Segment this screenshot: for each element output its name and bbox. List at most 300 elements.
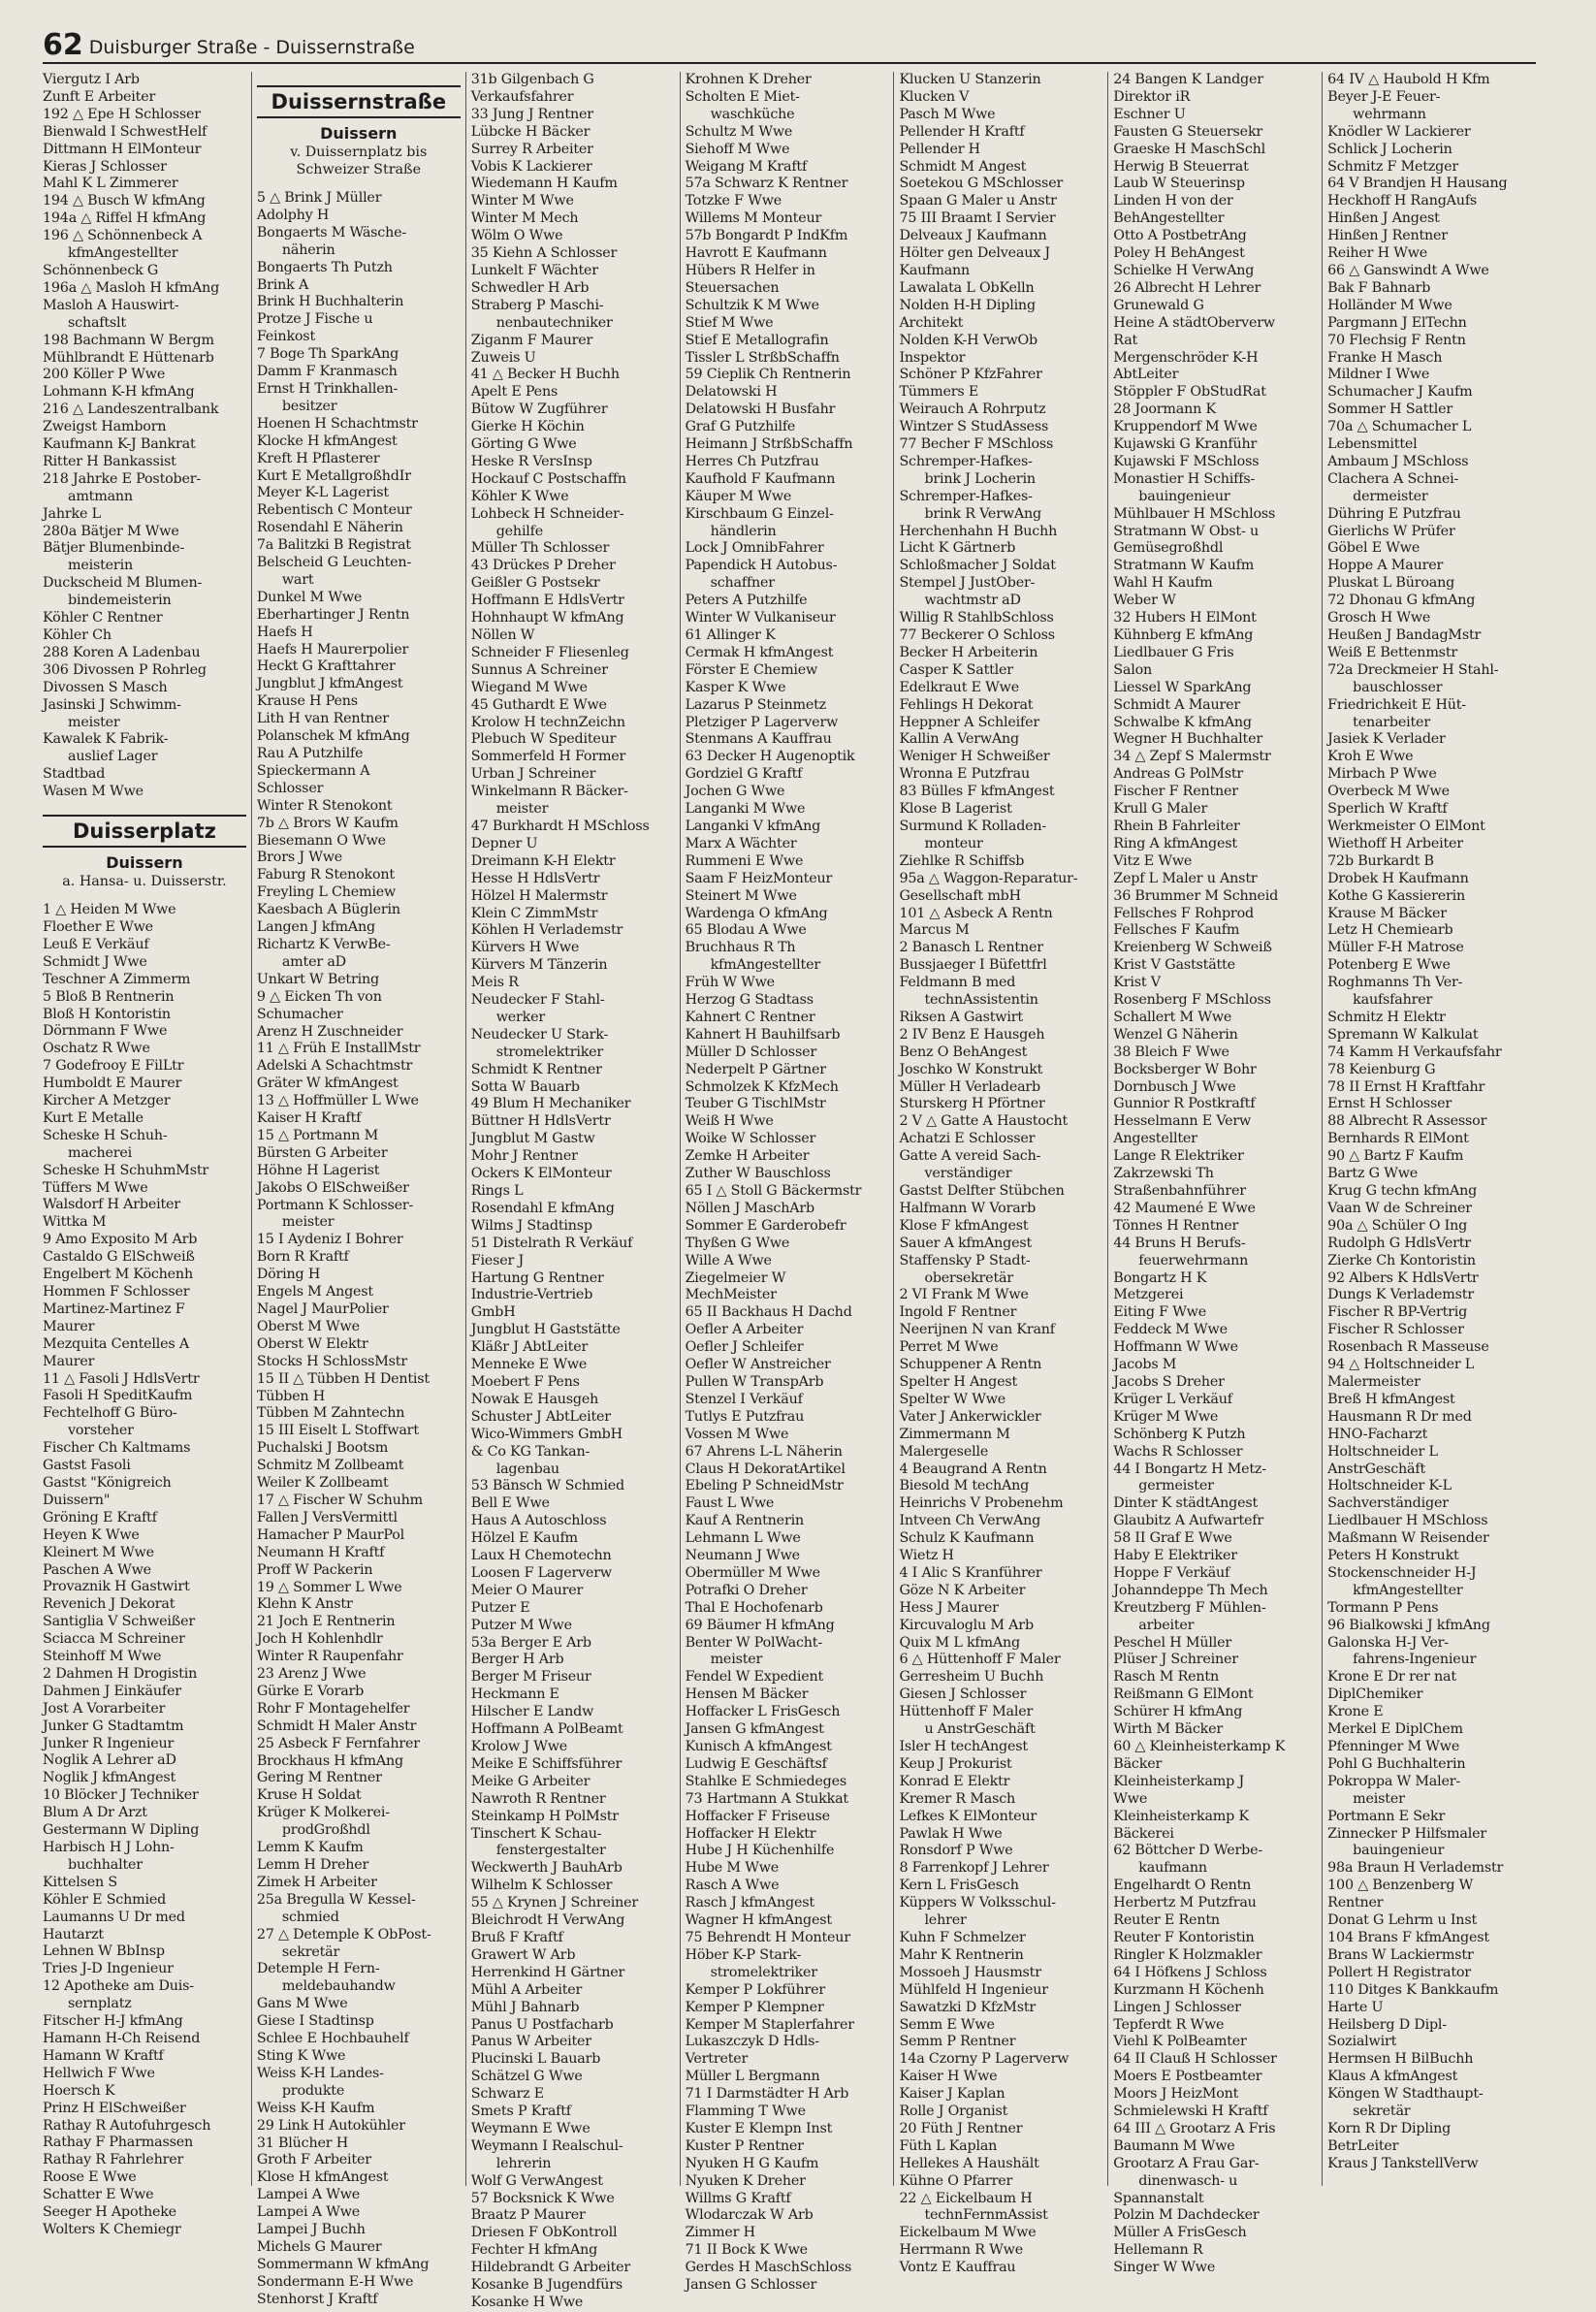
directory-entry: Zakrzewski Th [1113, 1166, 1214, 1182]
directory-entry: Klose F kfmAngest [899, 1217, 1029, 1234]
directory-entry: Meyer K-L Lagerist [256, 485, 389, 501]
directory-entry: Herrenkind H Gärtner [470, 1964, 625, 1980]
directory-entry: Glaubitz A Aufwartefr [1113, 1513, 1263, 1529]
directory-entry: 21 Joch E Rentnerin [256, 1614, 396, 1630]
directory-entry: Wittka M [43, 1214, 107, 1231]
directory-entry: Heimann J StrßbSchaffn [685, 436, 853, 453]
directory-entry: Kawalek K Fabrik- [43, 731, 169, 748]
directory-entry: Müller H Verladearb [899, 1078, 1041, 1095]
directory-entry: Zuther W Bauschloss [685, 1166, 831, 1182]
directory-entry: Gastst Fasoli [43, 1458, 131, 1474]
directory-entry: Santiglia V Schweißer [43, 1614, 196, 1630]
directory-entry: Liedlbauer H MSchloss [1327, 1513, 1488, 1529]
directory-entry: Rhein B Fahrleiter [1113, 818, 1240, 834]
directory-entry: Gräter W kfmAngest [256, 1076, 399, 1092]
directory-entry: Kaiser H Wwe [899, 2069, 998, 2085]
directory-entry: Müller A FrisGesch [1113, 2225, 1247, 2241]
directory-entry: Kaesbach A Büglerin [256, 902, 400, 918]
directory-entry: Haus A Autoschloss [470, 1513, 607, 1529]
directory-entry: Klein C ZimmMstr [470, 905, 598, 921]
directory-entry: Lemm K Kaufm [256, 1840, 364, 1856]
directory-entry: Schwarz E [470, 2086, 545, 2103]
directory-entry: Hautarzt [43, 1926, 104, 1943]
directory-entry: 72b Burkardt B [1327, 852, 1434, 869]
directory-entry: Fasoli H SpeditKaufm [43, 1388, 193, 1404]
directory-entry: Fischer R Schlosser [1327, 1322, 1464, 1338]
directory-entry: Willms G Kraftf [685, 2190, 791, 2206]
directory-entry: Kothe G Kassiererin [1327, 887, 1466, 904]
directory-entry: 77 Becher F MSchloss [899, 436, 1054, 453]
directory-entry: Lith H van Rentner [256, 711, 389, 727]
directory-entry: Köngen W Stadthaupt- [1327, 2086, 1484, 2103]
directory-entry: Göze N K Arbeiter [899, 1582, 1026, 1598]
directory-entry: Faburg R Stenokont [256, 867, 395, 883]
directory-entry: u AnstrGeschäft [924, 1721, 1036, 1738]
directory-entry: Benz O BehAngest [899, 1044, 1028, 1060]
directory-entry: 70a △ Schumacher L [1327, 419, 1472, 435]
directory-entry: Kuster P Rentner [685, 2137, 804, 2154]
directory-entry: dermeister [1353, 488, 1428, 504]
directory-entry: Berger M Friseur [470, 1669, 591, 1686]
directory-entry: Kurzmann H Köchenh [1113, 1981, 1264, 1998]
directory-entry: Ziganm F Maurer [470, 332, 593, 348]
directory-entry: Baumann M Wwe [1113, 2137, 1235, 2154]
directory-entry: Sommermann W kfmAng [256, 2256, 430, 2272]
directory-entry: Köhler Ch [43, 627, 112, 643]
directory-entry: Zinnecker P Hilfsmaler [1327, 1825, 1487, 1842]
directory-entry: AnstrGeschäft [1327, 1461, 1425, 1477]
directory-entry: Beyer J-E Feuer- [1327, 88, 1441, 105]
directory-entry: Kühnberg E kfmAng [1113, 627, 1254, 643]
directory-entry: Steuersachen [685, 279, 780, 296]
directory-entry: Marx A Wächter [685, 835, 797, 851]
directory-entry: Kieras J Schlosser [43, 158, 167, 175]
directory-entry: Herwig B Steuerrat [1113, 158, 1249, 175]
directory-entry: Kuhn F Schmelzer [899, 1929, 1026, 1945]
directory-entry: Engels M Angest [256, 1284, 373, 1300]
directory-entry: 194a △ Riffel H kfmAng [43, 210, 207, 227]
directory-entry: Klaus A kfmAngest [1327, 2069, 1458, 2085]
directory-entry: Graf G Putzhilfe [685, 419, 796, 435]
directory-entry: 7 Boge Th SparkAng [256, 346, 399, 363]
directory-entry: Bäcker [1113, 1755, 1163, 1772]
directory-entry: Hoffacker H Elektr [685, 1825, 816, 1842]
directory-entry: Bocksberger W Bohr [1113, 1061, 1257, 1077]
directory-entry: Schmidt J Wwe [43, 953, 147, 970]
directory-entry: Hess J Maurer [899, 1599, 999, 1616]
directory-entry: obersekretär [924, 1269, 1013, 1286]
directory-entry: Fehlings H Dekorat [899, 696, 1034, 713]
directory-entry: Knödler W Lackierer [1327, 123, 1471, 140]
directory-entry: Sting K Wwe [256, 2047, 346, 2064]
directory-entry: Hoffacker F Friseuse [685, 1808, 830, 1824]
directory-entry: Stratmann W Kaufm [1113, 558, 1255, 574]
directory-entry: Kreutzberg F Mühlen- [1113, 1599, 1266, 1616]
directory-entry: Masloh A Hauswirt- [43, 297, 179, 313]
directory-entry: produkte [281, 2082, 345, 2099]
directory-entry: Panus W Arbeiter [470, 2034, 591, 2050]
directory-entry: Reiher H Wwe [1327, 245, 1428, 262]
directory-entry: Wico-Wimmers GmbH [470, 1426, 622, 1442]
directory-entry: Oberst W Elektr [256, 1335, 368, 1352]
directory-entry: 64 II Clauß H Schlosser [1113, 2051, 1277, 2068]
directory-entry: Kern L FrisGesch [899, 1878, 1019, 1894]
directory-entry: Harte U [1327, 1999, 1384, 2015]
page-heading: Duisburger Straße - Duissernstraße [88, 37, 415, 58]
directory-entry: Peters H Konstrukt [1327, 1548, 1459, 1564]
directory-entry: auslief Lager [68, 749, 158, 765]
directory-entry: 77 Beckerer O Schloss [899, 627, 1055, 643]
directory-entry: Donat G Lehrm u Inst [1327, 1912, 1478, 1929]
directory-entry: Käuper M Wwe [685, 488, 792, 504]
directory-entry: Sawatzki D KfzMstr [899, 1999, 1037, 2015]
directory-entry: Winter M Mech [470, 210, 579, 227]
directory-entry: Herbertz M Putzfrau [1113, 1895, 1257, 1911]
directory-entry: Monastier H Schiffs- [1113, 470, 1256, 487]
directory-entry: Friedrichkeit E Hüt- [1327, 696, 1466, 713]
directory-entry: Kemper M Staplerfahrer [685, 2016, 854, 2033]
directory-entry: 101 △ Asbeck A Rentn [899, 905, 1053, 921]
directory-entry: buchhalter [68, 1856, 143, 1873]
directory-entry: Kauf A Rentnerin [685, 1513, 804, 1529]
district-name: Duissern [106, 853, 183, 873]
directory-entry: Halfmann W Vorarb [899, 1200, 1037, 1216]
directory-entry: kfmAngestellter [68, 245, 178, 262]
directory-entry: prodGroßhdl [281, 1822, 370, 1839]
directory-entry: Schallert M Wwe [1113, 1009, 1232, 1025]
directory-entry: Nyuken K Dreher [685, 2172, 806, 2189]
directory-entry: meisterin [68, 558, 133, 574]
directory-entry: Hamann W Kraftf [43, 2047, 164, 2064]
directory-entry: Pfenninger M Wwe [1327, 1739, 1460, 1754]
directory-entry: Müller L Bergmann [685, 2069, 820, 2085]
directory-entry: Engelhardt O Rentn [1113, 1878, 1252, 1894]
directory-entry: Sperlich W Kraftf [1327, 801, 1448, 818]
directory-entry: 62 Böttcher D Werbe- [1113, 1843, 1262, 1859]
directory-entry: Kürvers M Tänzerin [470, 957, 608, 974]
directory-entry: Hesselmann E Verw [1113, 1113, 1252, 1130]
directory-entry: Kaufhold F Kaufmann [685, 470, 836, 487]
directory-entry: Dungs K Verlademstr [1327, 1287, 1474, 1303]
directory-entry: verständiger [924, 1166, 1012, 1182]
directory-entry: Mühlfeld H Ingenieur [899, 1981, 1048, 1998]
directory-entry: DiplChemiker [1327, 1686, 1423, 1703]
directory-entry: fahrens-Ingenieur [1353, 1652, 1477, 1668]
directory-entry: Holländer M Wwe [1327, 297, 1452, 313]
directory-entry: Edelkraut E Wwe [899, 679, 1019, 695]
directory-entry: Krone E Dr rer nat [1327, 1669, 1456, 1686]
directory-entry: Tutlys E Putzfrau [685, 1408, 805, 1425]
directory-entry: Wille A Wwe [685, 1252, 772, 1268]
directory-entry: Herrmann R Wwe [899, 2242, 1023, 2259]
directory-entry: Nawroth R Rentner [470, 1790, 606, 1807]
directory-entry: Heppner A Schleifer [899, 714, 1039, 730]
directory-entry: Delveaux J Kaufmann [899, 228, 1047, 244]
directory-entry: kfmAngestellter [1353, 1582, 1463, 1598]
directory-entry: Klucken V [899, 88, 970, 105]
directory-entry: Fallen J VersVermittl [256, 1509, 398, 1525]
directory-entry: Gordziel G Kraftf [685, 766, 803, 783]
directory-entry: 11 △ Früh E InstallMstr [256, 1041, 421, 1057]
directory-entry: Kaiser J Kaplan [899, 2086, 1005, 2103]
directory-entry: Adelski A Schachtmstr [256, 1058, 413, 1075]
directory-entry: Winter W Vulkaniseur [685, 610, 836, 626]
directory-entry: Stöppler F ObStudRat [1113, 384, 1266, 401]
directory-entry: sernplatz [68, 1996, 132, 2012]
directory-entry: arbeiter [1138, 1617, 1195, 1633]
directory-entry: Provaznik H Gastwirt [43, 1579, 190, 1595]
directory-entry: Hoersch K [43, 2082, 115, 2099]
directory-entry: Laumanns U Dr med [43, 1909, 185, 1925]
directory-entry: Sozialwirt [1327, 2034, 1397, 2050]
directory-entry: 2 VI Frank M Wwe [899, 1287, 1029, 1303]
directory-entry: 218 Jahrke E Postober- [43, 470, 201, 487]
directory-entry: Biesemann O Wwe [256, 832, 386, 849]
directory-entry: Portmann K Schlosser- [256, 1197, 414, 1213]
directory-entry: Johanndeppe Th Mech [1113, 1582, 1268, 1598]
directory-entry: Wolters K Chemiegr [43, 2221, 181, 2237]
directory-entry: Grosch H Wwe [1327, 610, 1431, 626]
directory-entry: Galonska H-J Ver- [1327, 1634, 1449, 1651]
directory-entry: Stadtbad [43, 766, 106, 783]
directory-entry: Schwalbe K kfmAng [1113, 714, 1252, 730]
directory-entry: 7b △ Brors W Kaufm [256, 815, 399, 831]
directory-entry: 9 △ Eicken Th von [256, 988, 382, 1005]
directory-entry: Wwe [1113, 1790, 1148, 1807]
directory-entry: Weiss K-H Landes- [256, 2065, 384, 2081]
directory-entry: Gerdes H MaschSchloss [685, 2260, 852, 2276]
directory-entry: Bürsten G Arbeiter [256, 1144, 388, 1161]
directory-entry: GmbH [470, 1304, 516, 1321]
directory-entry: Urban J Schreiner [470, 766, 596, 783]
directory-entry: Prinz H ElSchweißer [43, 2100, 186, 2116]
directory-entry: 13 △ Hoffmüller L Wwe [256, 1093, 419, 1109]
directory-entry: händlerin [710, 523, 777, 539]
directory-entry: Casper K Sattler [899, 661, 1013, 678]
directory-entry: Laux H Chemotechn [470, 1548, 612, 1564]
directory-entry: 11 △ Fasoli J HdlsVertr [43, 1370, 200, 1387]
directory-entry: Stief E Metallografin [685, 332, 829, 348]
directory-entry: 10 Blöcker J Techniker [43, 1787, 199, 1804]
directory-entry: monteur [924, 835, 983, 851]
directory-column [1107, 72, 1322, 2276]
directory-entry: 15 △ Portmann M [256, 1127, 379, 1143]
directory-entry: Spannanstalt [1113, 2190, 1204, 2206]
directory-entry: Noglik J kfmAngest [43, 1770, 176, 1786]
directory-entry: Lock J OmnibFahrer [685, 540, 824, 557]
directory-entry: 98a Braun H Verlademstr [1327, 1860, 1504, 1877]
directory-entry: Sauer A kfmAngest [899, 1235, 1033, 1251]
directory-entry: lagenbau [495, 1461, 559, 1477]
directory-column [465, 72, 680, 2310]
directory-entry: Köhlen H Verlademstr [470, 922, 623, 939]
directory-entry: germeister [1138, 1478, 1214, 1494]
directory-entry: Tübben M Zahntechn [256, 1405, 405, 1422]
directory-entry: Zierke Ch Kontoristin [1327, 1252, 1476, 1268]
directory-entry: Wagner H kfmAngest [685, 1912, 832, 1929]
directory-entry: Jakobs O ElSchweißer [256, 1179, 409, 1196]
directory-entry: Overbeck M Wwe [1327, 784, 1450, 800]
directory-entry: 17 △ Fischer W Schuhm [256, 1492, 424, 1508]
directory-entry: Semm P Rentner [899, 2034, 1016, 2050]
directory-entry: Rosenberg F MSchloss [1113, 992, 1271, 1009]
directory-entry: Tüffers M Wwe [43, 1179, 148, 1196]
directory-entry: Kaufmann [899, 262, 971, 278]
directory-entry: 96 Bialkowski J kfmAng [1327, 1617, 1490, 1633]
directory-entry: kaufsfahrer [1353, 992, 1433, 1009]
directory-entry: Kruse H Soldat [256, 1787, 362, 1804]
directory-entry: Kallin A VerwAng [899, 731, 1020, 748]
directory-entry: Rings L [470, 1183, 524, 1199]
directory-entry: Rohr F Montagehelfer [256, 1700, 410, 1717]
directory-entry: Cermak H kfmAngest [685, 644, 834, 660]
directory-entry: Hoenen H Schachtmstr [256, 415, 418, 432]
directory-entry: Mirbach P Wwe [1327, 766, 1437, 783]
directory-entry: Mühlbauer H MSchloss [1113, 505, 1276, 522]
directory-entry: Ebeling P SchneidMstr [685, 1478, 844, 1494]
directory-entry: Weckwerth J BauhArb [470, 1860, 622, 1877]
directory-entry: Bätjer Blumenbinde- [43, 540, 185, 557]
directory-entry: Licht K Gärtnerb [899, 540, 1016, 557]
directory-entry: Gierlichs W Prüfer [1327, 523, 1455, 539]
directory-entry: Krist V Gaststätte [1113, 957, 1235, 974]
directory-entry: Heußen J BandagMstr [1327, 627, 1482, 643]
directory-entry: Herres Ch Putzfrau [685, 453, 819, 469]
directory-entry: amter aD [281, 953, 346, 970]
directory-entry: Spieckermann A [256, 762, 370, 779]
directory-entry: Nederpelt P Gärtner [685, 1061, 826, 1077]
directory-entry: 73 Hartmann A Stukkat [685, 1790, 848, 1807]
directory-column [251, 72, 465, 2307]
directory-entry: Laub W Steuerinsp [1113, 176, 1245, 192]
directory-entry: Polanschek M kfmAng [256, 728, 410, 745]
directory-entry: Jacobs S Dreher [1113, 1373, 1225, 1390]
directory-entry: Klose B Lagerist [899, 801, 1012, 818]
directory-entry: Zunft E Arbeiter [43, 88, 156, 105]
directory-entry: Gans M Wwe [256, 1996, 348, 2012]
directory-entry: Leuß E Verkäuf [43, 936, 149, 952]
directory-entry: stromelektriker [495, 1044, 604, 1060]
directory-entry: Haefs H Maurerpolier [256, 641, 409, 658]
directory-entry: Kircher A Metzger [43, 1093, 171, 1109]
directory-entry: Verkaufsfahrer [470, 88, 574, 105]
directory-entry: bauingenieur [1353, 1843, 1445, 1859]
directory-entry: Heilsberg D Dipl- [1327, 2016, 1447, 2033]
directory-entry: Jasinski J Schwimm- [43, 696, 181, 713]
directory-entry: Gierke H Köchin [470, 419, 585, 435]
directory-entry: Rat [1113, 332, 1138, 348]
directory-entry: meister [281, 1214, 335, 1231]
directory-entry: 78 II Ernst H Kraftfahr [1327, 1078, 1485, 1095]
directory-entry: Weiss K-H Kaufm [256, 2100, 375, 2116]
directory-entry: Vossen M Wwe [685, 1426, 789, 1442]
directory-entry: Geißler G Postsekr [470, 575, 600, 592]
directory-entry: Mühl A Arbeiter [470, 1981, 583, 1998]
directory-entry: Kleinheisterkamp J [1113, 1773, 1244, 1789]
directory-entry: Duissern" [43, 1492, 111, 1508]
directory-entry: Rosendahl E Näherin [256, 520, 403, 536]
directory-entry: Kroh E Wwe [1327, 749, 1414, 765]
directory-entry: Weiß E Bettenmstr [1327, 644, 1457, 660]
directory-entry: Reuter F Kontoristin [1113, 1929, 1255, 1945]
directory-entry: Smets P Kraftf [470, 2103, 571, 2120]
directory-entry: 60 △ Kleinheisterkamp K [1113, 1739, 1286, 1754]
directory-entry: HNO-Facharzt [1327, 1426, 1428, 1442]
directory-entry: Kaufmann K-J Bankrat [43, 436, 196, 453]
directory-entry: 2 Dahmen H Drogistin [43, 1665, 198, 1682]
directory-entry: Jungblut J kfmAngest [256, 676, 403, 692]
directory-entry: Brockhaus H kfmAng [256, 1752, 403, 1769]
directory-entry: 20 Füth J Rentner [899, 2120, 1023, 2136]
directory-entry: Hüttenhoff F Maler [899, 1704, 1034, 1720]
directory-entry: Ring A kfmAngest [1113, 835, 1237, 851]
directory-entry: Plüser J Schreiner [1113, 1652, 1238, 1668]
directory-entry: Dittmann H ElMonteur [43, 141, 202, 157]
directory-entry: 88 Albrecht R Assessor [1327, 1113, 1487, 1130]
directory-entry: Metzgerei [1113, 1287, 1184, 1303]
directory-entry: brink J Locherin [924, 470, 1036, 487]
directory-entry: Hoffmann E HdlsVertr [470, 593, 624, 609]
directory-entry: Potrafki O Dreher [685, 1582, 808, 1598]
directory-entry: Gastst "Königreich [43, 1474, 172, 1491]
directory-entry: Wronna E Putzfrau [899, 766, 1030, 783]
directory-entry: Poley H BehAngest [1113, 245, 1245, 262]
directory-entry: Thyßen G Wwe [685, 1235, 790, 1251]
directory-entry: 58 II Graf E Wwe [1113, 1530, 1232, 1547]
directory-entry: Lawalata L ObKelln [899, 279, 1035, 296]
directory-entry: Fellsches F Rohprod [1113, 905, 1254, 921]
directory-entry: 57b Bongardt P IndKfm [685, 228, 848, 244]
directory-entry: Kahnert H Bauhilfsarb [685, 1026, 841, 1043]
directory-entry: Wardenga O kfmAng [685, 905, 828, 921]
directory-entry: Mergenschröder K-H [1113, 349, 1259, 366]
directory-entry: waschküche [710, 106, 795, 122]
directory-entry: Hellwich F Wwe [43, 2065, 155, 2081]
directory-entry: Brors J Wwe [256, 850, 342, 866]
directory-entry: 53a Berger E Arb [470, 1634, 591, 1651]
directory-entry: Sotta W Bauarb [470, 1078, 580, 1095]
directory-entry: Arenz H Zuschneider [256, 1023, 403, 1040]
directory-entry: Nowak E Hausgeh [470, 1391, 599, 1407]
directory-entry: Schremper-Hafkes- [899, 488, 1033, 504]
directory-entry: Bloß H Kontoristin [43, 1006, 171, 1022]
directory-entry: 64 V Brandjen H Hausang [1327, 176, 1508, 192]
directory-entry: Döring H [256, 1267, 321, 1283]
directory-entry: 41 △ Becker H Buchh [470, 367, 620, 383]
directory-entry: Jungblut M Gastw [470, 1131, 595, 1147]
directory-entry: Becker H Arbeiterin [899, 644, 1038, 660]
directory-entry: Müller F-H Matrose [1327, 940, 1464, 956]
directory-entry: 75 III Braamt I Servier [899, 210, 1056, 227]
directory-entry: Wolf G VerwAngest [470, 2172, 603, 2189]
directory-entry: Tönnes H Rentner [1113, 1217, 1239, 1234]
directory-entry: Jochen G Wwe [685, 784, 785, 800]
directory-entry: Rasch J kfmAngest [685, 1895, 814, 1911]
directory-entry: Willems M Monteur [685, 210, 822, 227]
directory-entry: Wiegand M Wwe [470, 679, 588, 695]
directory-entry: Bartz G Wwe [1327, 1166, 1419, 1182]
directory-entry: Krüger K Molkerei- [256, 1805, 390, 1821]
directory-entry: 26 Albrecht H Lehrer [1113, 279, 1261, 296]
directory-entry: Inspektor [899, 349, 966, 366]
directory-entry: Köhler K Wwe [470, 488, 569, 504]
directory-entry: 5 △ Brink J Müller [256, 190, 382, 206]
directory-entry: 64 III △ Grootarz A Fris [1113, 2120, 1276, 2136]
directory-entry: Castaldo G ElSchweiß [43, 1249, 195, 1266]
directory-entry: Kemper P Klempner [685, 1999, 824, 2015]
directory-entry: Maßmann W Reisender [1327, 1530, 1489, 1547]
directory-entry: Krüger L Verkäuf [1113, 1391, 1232, 1407]
